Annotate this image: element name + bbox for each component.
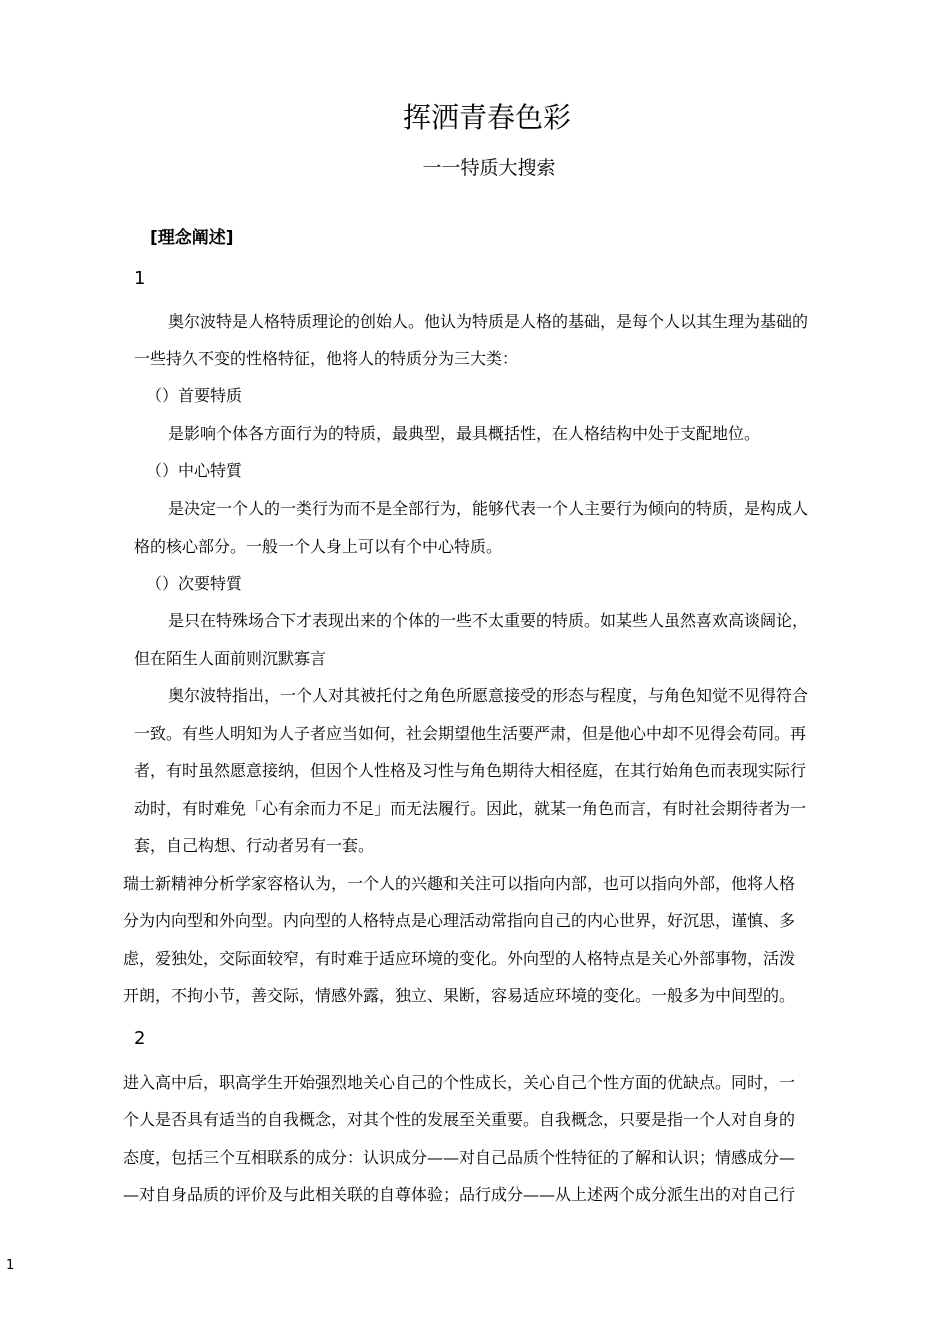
text-line: 进入高中后，职高学生开始强烈地关心自己的个性成长，关心自己个性方面的优缺点。同时，一: [123, 1073, 796, 1092]
section-number-1: 1: [134, 268, 146, 289]
text-line: 是决定一个人的一类行为而不是全部行为，能够代表一个人主要行为倾向的特质，是构成人: [168, 499, 809, 518]
document-subtitle: 一一特质大搜索: [422, 157, 556, 179]
text-line: 奥尔波特是人格特质理论的创始人。他认为特质是人格的基础，是每个人以其生理为基础的: [168, 312, 809, 331]
text-line: 者，有时虽然愿意接纳，但因个人性格及习性与角色期待大相径庭，在其行始角色而表现实际行: [134, 761, 807, 780]
text-line: 一致。有些人明知为人子者应当如何，社会期望他生活要严肃，但是他心中却不见得会苟同。再: [134, 724, 807, 743]
list-item-heading: （）中心特質: [146, 461, 243, 480]
text-line: 奥尔波特指出，一个人对其被托付之角色所愿意接受的形态与程度，与角色知觉不见得符合: [168, 686, 809, 705]
text-line: 格的核心部分。一般一个人身上可以有个中心特质。: [134, 537, 503, 556]
section-heading: [理念阐述]: [150, 228, 234, 248]
text-line: 一些持久不变的性格特征，他将人的特质分为三大类：: [134, 349, 519, 368]
text-line: 是只在特殊场合下才表现出来的个体的一些不太重要的特质。如某些人虽然喜欢高谈阔论，: [168, 611, 809, 630]
text-line: 套，自己构想、行动者另有一套。: [134, 836, 375, 855]
text-line: 开朗，不拘小节，善交际，情感外露，独立、果断，容易适应环境的变化。一般多为中间型的。: [123, 986, 796, 1005]
list-item-heading: （）次要特質: [146, 574, 243, 593]
text-line: 虑，爱独处，交际面较窄，有时难于适应环境的变化。外向型的人格特点是关心外部事物，活泼: [123, 949, 796, 968]
page-number: 1: [6, 1258, 15, 1273]
text-line: 动时，有时难免「心有余而力不足」而无法履行。因此，就某一角色而言，有时社会期待者为一: [134, 799, 807, 818]
document-title: 挥洒青春色彩: [402, 101, 571, 134]
list-item-heading: （）首要特质: [146, 386, 243, 405]
text-line: 个人是否具有适当的自我概念，对其个性的发展至关重要。自我概念，只要是指一个人对自身的: [123, 1110, 796, 1129]
text-line: 但在陌生人面前则沉默寡言: [134, 649, 327, 668]
text-line: 分为内向型和外向型。内向型的人格特点是心理活动常指向自己的内心世界，好沉思，谨慎、多: [123, 911, 796, 930]
section-number-2: 2: [134, 1028, 146, 1049]
text-line: 是影响个体各方面行为的特质，最典型，最具概括性，在人格结构中处于支配地位。: [168, 424, 761, 443]
text-line: 态度，包括三个互相联系的成分：认识成分——对自己品质个性特征的了解和认识；情感成分—: [123, 1148, 796, 1167]
text-line: —对自身品质的评价及与此相关联的自尊体验；品行成分——从上述两个成分派生出的对自己行: [123, 1185, 796, 1204]
text-line: 瑞士新精神分析学家容格认为，一个人的兴趣和关注可以指向内部，也可以指向外部，他将人格: [123, 874, 796, 893]
